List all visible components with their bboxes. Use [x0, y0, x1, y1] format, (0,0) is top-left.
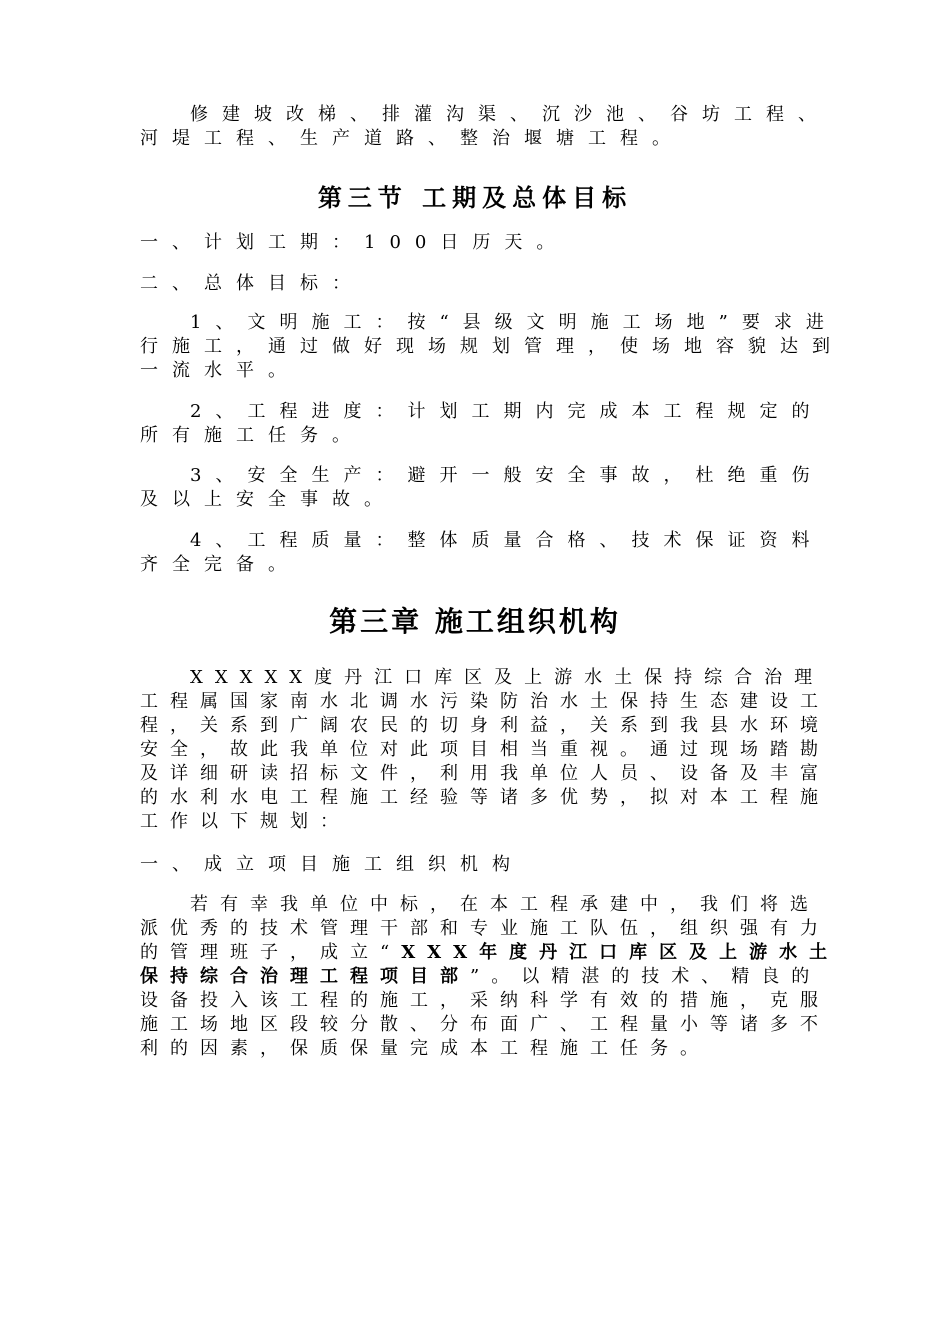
goal-item-progress: 2、工程进度：计划工期内完成本工程规定的所有施工任务。: [140, 401, 824, 446]
goal-item-quality: 4、工程质量：整体质量合格、技术保证资料齐全完备。: [140, 530, 824, 575]
organization-heading: 一、成立项目施工组织机构: [140, 854, 524, 875]
goal-heading: 二、总体目标：: [140, 273, 364, 294]
organization-text-after: ”。以精湛的技术、精良的设备投入该工程的施工，采纳科学有效的措施，克服施工场地区段较分散、分布面广、工程量小等诸多不利的因素，保质保量完成本工程施工任务。: [140, 966, 830, 1059]
chapter-heading: 第三章 施工组织机构: [329, 605, 621, 638]
schedule-line: 一、计划工期：100日历天。: [140, 232, 569, 253]
project-department-name: XXX年度丹江口库区及上游水土保持综合治理工程项目部: [140, 942, 840, 987]
goal-item-civilized-construction: 1、文明施工：按“县级文明施工场地”要求进行施工，通过做好现场规划管理，使场地容貌达到一流水平。: [140, 312, 844, 381]
organization-paragraph: [140, 893, 845, 1061]
organization-text-before: 若有幸我单位中标，在本工程承建中，我们将选派优秀的技术管理干部和专业施工队伍，组织强有力的管理班子，成立“: [140, 894, 830, 963]
goal-item-safety: 3、安全生产：避开一般安全事故，杜绝重伤及以上安全事故。: [140, 465, 824, 510]
chapter-intro-paragraph: XXXXX度丹江口库区及上游水土保持综合治理工程属国家南水北调水污染防治水土保持生态建设工程，关系到广阔农民的切身利益，关系到我县水环境安全，故此我单位对此项目相当重视。通过现场踏勘及详细研读招标文件，利用我单位人员、设备及丰富的水利水电工程施工经验等诸多优势，拟对本工程施工作以下规划：: [140, 667, 830, 832]
intro-paragraph: 修建坡改梯、排灌沟渠、沉沙池、谷坊工程、河堤工程、生产道路、整治堰塘工程。: [140, 104, 830, 149]
section-heading: 第三节 工期及总体目标: [317, 183, 633, 212]
